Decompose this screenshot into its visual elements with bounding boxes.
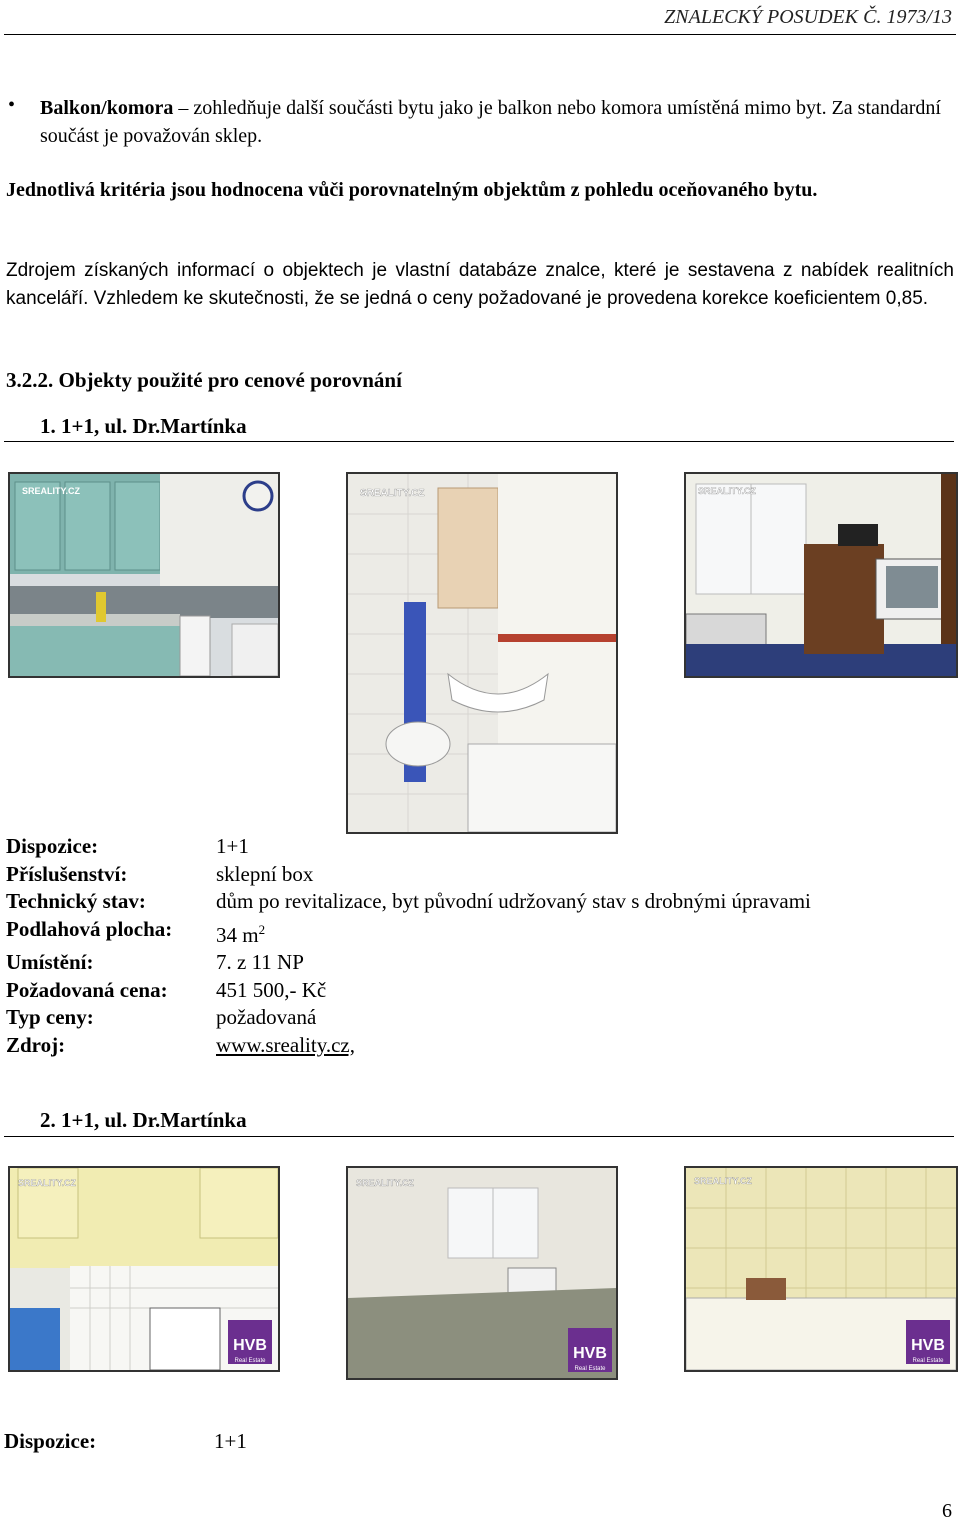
spec-value: 1+1: [216, 834, 249, 858]
hvb-logo-sub: Real Estate: [234, 1358, 266, 1364]
watermark-text: SREALITY.CZ: [22, 486, 81, 496]
spec-row-dispozice: [4, 1428, 954, 1456]
watermark-text: SREALITY.CZ: [356, 1178, 415, 1188]
spec-label: Umístění:: [6, 950, 94, 974]
hvb-logo-text: HVB: [573, 1345, 607, 1362]
hvb-logo-text: HVB: [233, 1337, 267, 1354]
spec-value: 451 500,- Kč: [216, 977, 327, 1002]
hvb-logo-sub: Real Estate: [574, 1366, 606, 1372]
object-1-specs: [6, 833, 956, 1059]
object-1-photo-room: [684, 472, 958, 678]
spec-row-umisteni: [6, 949, 956, 977]
spec-row-dispozice: [6, 833, 956, 861]
watermark-text: SREALITY.CZ: [360, 488, 425, 499]
spec-label: Podlahová plocha:: [6, 916, 173, 941]
spec-row-prislusenstvi: [6, 861, 956, 889]
object-2-photo-bathroom: [684, 1166, 958, 1372]
source-link[interactable]: www.sreality.cz,: [216, 1032, 355, 1057]
object-2-divider: [4, 1136, 954, 1137]
bullet-marker: •: [8, 94, 16, 116]
object-2-specs: [4, 1428, 954, 1456]
spec-label: Požadovaná cena:: [6, 977, 168, 1002]
spec-label: Typ ceny:: [6, 1005, 94, 1029]
spec-value: sklepní box: [216, 861, 314, 886]
source-paragraph: Zdrojem získaných informací o objektech je vlastní databáze znalce, které je sestavena z nabídek realitních kanceláří. Vzhledem ke skutečnosti, že se jedná o ceny požadované je provedena korekce koeficientem 0,85.: [6, 260, 954, 309]
spec-value-number: 34 m: [216, 922, 259, 947]
spec-row-zdroj: [6, 1032, 956, 1060]
hvb-logo-text: HVB: [911, 1337, 945, 1354]
spec-row-plocha: [6, 916, 956, 950]
spec-label: Zdroj:: [6, 1032, 66, 1057]
spec-value-superscript: 2: [258, 921, 266, 937]
object-1-photo-bathroom: [346, 472, 618, 834]
bullet-term: Balkon/komora: [40, 97, 174, 119]
spec-value: požadovaná: [216, 1005, 317, 1029]
object-2-photo-kitchen: [8, 1166, 280, 1372]
spec-label: Příslušenství:: [6, 861, 128, 886]
section-title: 3.2.2. Objekty použité pro cenové porovnání: [6, 368, 402, 392]
header-divider: [4, 34, 956, 35]
document-header: ZNALECKÝ POSUDEK Č. 1973/13: [664, 6, 952, 28]
spec-label: Technický stav:: [6, 889, 146, 913]
object-1-title: 1. 1+1, ul. Dr.Martínka: [40, 414, 247, 438]
spec-value: dům po revitalizace, byt původní udržovaný stav s drobnými úpravami: [216, 889, 811, 913]
watermark-text: SREALITY.CZ: [694, 1176, 753, 1186]
spec-label: Dispozice:: [4, 1429, 97, 1453]
watermark-text: SREALITY.CZ: [18, 1178, 77, 1188]
spec-row-cena: [6, 977, 956, 1005]
spec-label: Dispozice:: [6, 834, 99, 858]
object-2-title: 2. 1+1, ul. Dr.Martínka: [40, 1108, 247, 1132]
spec-row-stav: [6, 888, 956, 916]
criteria-paragraph: Jednotlivá kritéria jsou hodnocena vůči porovnatelným objektům z pohledu oceňovaného bytu.: [6, 179, 818, 201]
object-1-photo-kitchen: [8, 472, 280, 678]
spec-value: 1+1: [214, 1429, 247, 1453]
object-2-photo-room: [346, 1166, 618, 1380]
spec-value: 7. z 11 NP: [216, 950, 304, 974]
page-number: 6: [942, 1500, 952, 1522]
spec-value: [216, 916, 265, 950]
bullet-text: – zohledňuje další součásti bytu jako je balkon nebo komora umístěná mimo byt. Za standardní součást je považován sklep.: [40, 97, 941, 147]
spec-row-typ: [6, 1004, 956, 1032]
hvb-logo-sub: Real Estate: [912, 1358, 944, 1364]
object-1-divider: [4, 441, 954, 442]
bullet-paragraph: [40, 94, 952, 150]
watermark-text: SREALITY.CZ: [698, 486, 757, 496]
